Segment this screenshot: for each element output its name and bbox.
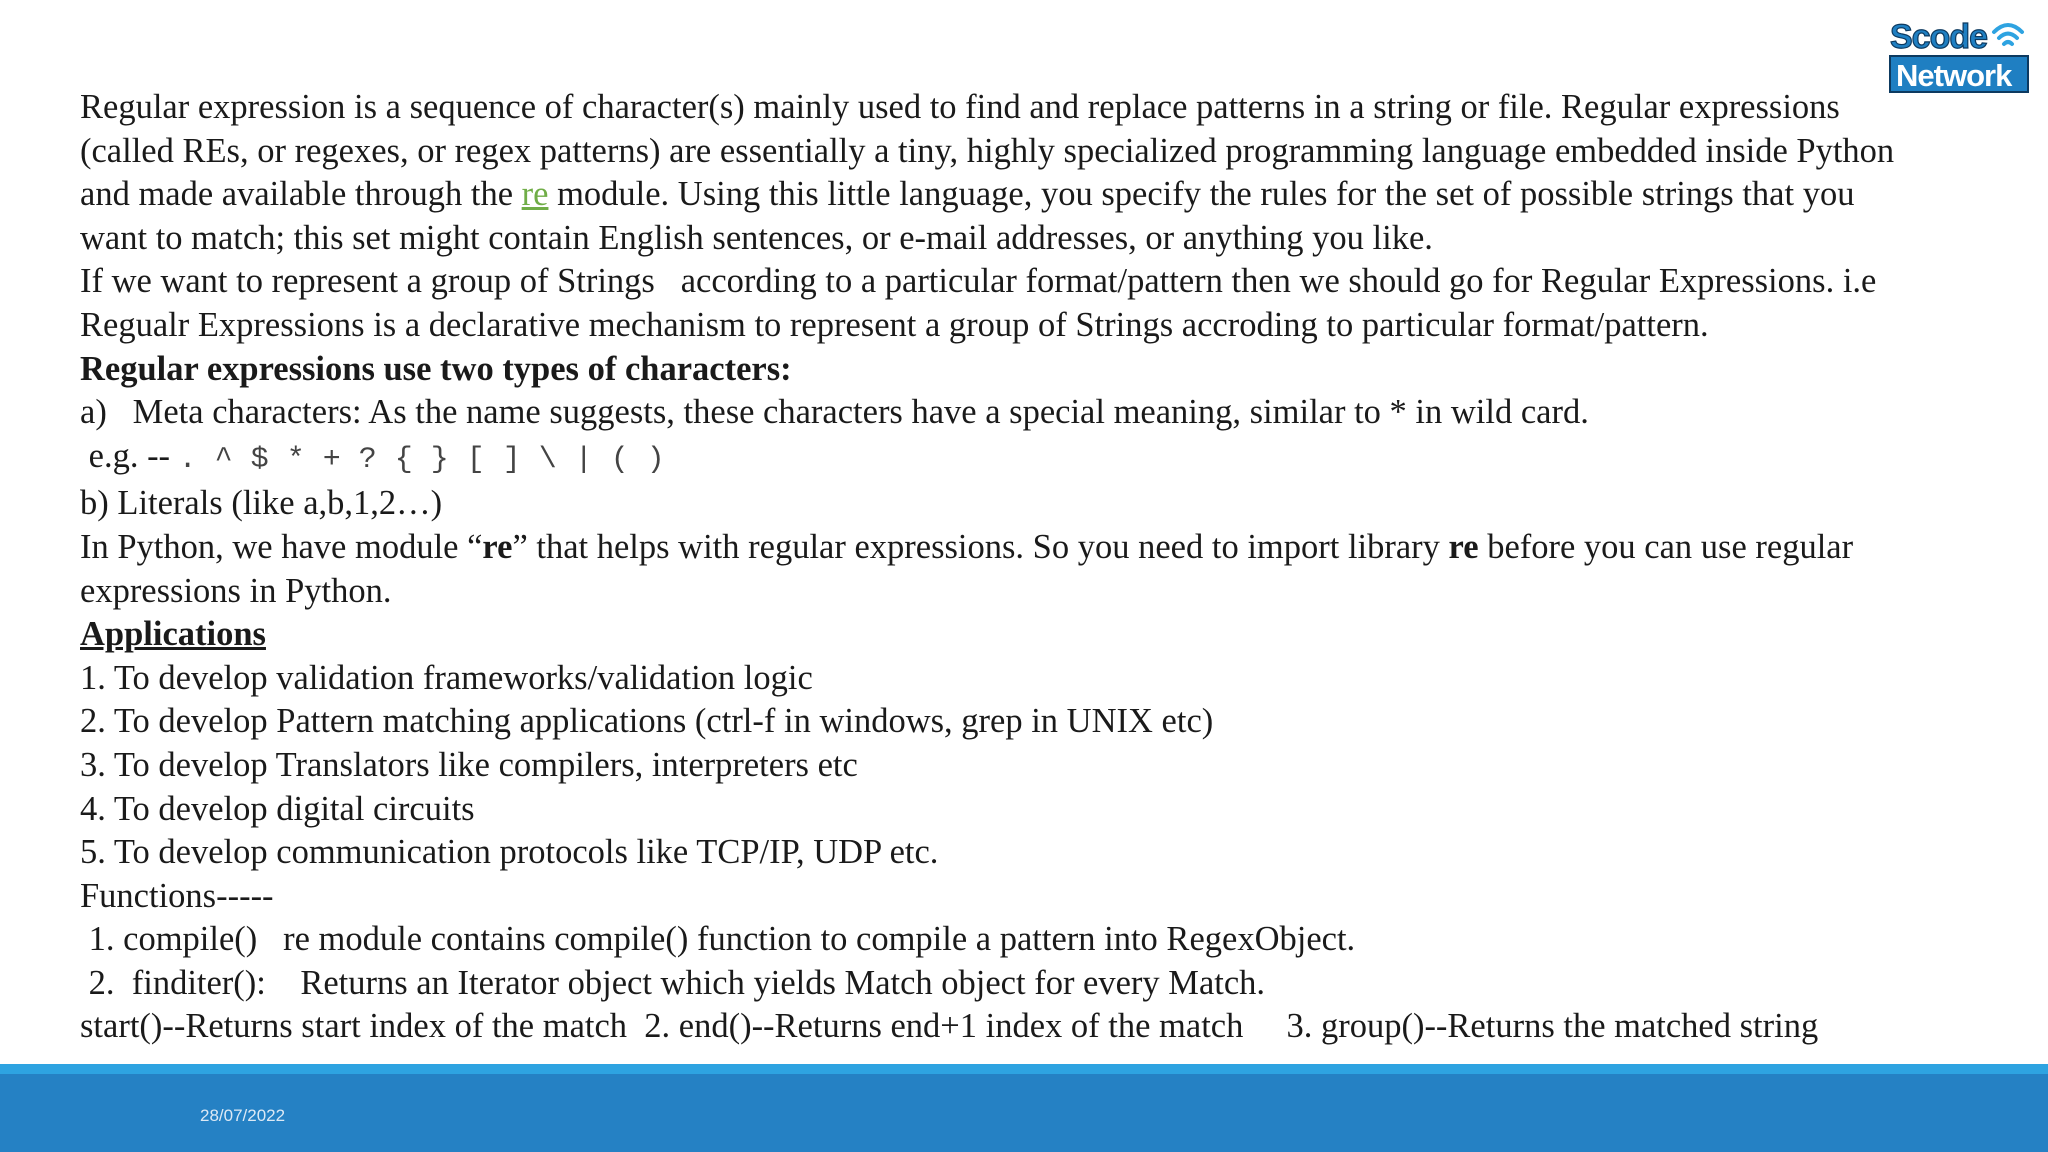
- python-text-3: before you can use regular: [1478, 527, 1854, 566]
- logo-word-scode: Scode: [1890, 18, 1988, 56]
- meta-characters-item: a) Meta characters: As the name suggests, these characters have a special meaning, similar to * in wild card.: [80, 393, 1589, 432]
- intro-line-4: want to match; this set might contain English sentences, or e-mail addresses, or anything you like.: [80, 218, 1433, 257]
- definition-line-1: If we want to represent a group of Strings according to a particular format/pattern then we should go for Regular Expressions. i.e: [80, 262, 1877, 301]
- intro-line-3: [80, 173, 2010, 217]
- meta-characters-list: . ^ $ * + ? { } [ ] \ | ( ): [178, 442, 665, 477]
- re-module-link[interactable]: re: [521, 175, 549, 214]
- function-item: 2. finditer(): Returns an Iterator object which yields Match object for every Match.: [80, 963, 1266, 1002]
- python-text-2: ” that helps with regular expressions. So you need to import library: [512, 527, 1449, 566]
- slide-content: [80, 86, 2010, 1049]
- definition-line-2: Regualr Expressions is a declarative mechanism to represent a group of Strings accroding to particular format/pattern.: [80, 305, 1709, 344]
- application-item: 3. To develop Translators like compilers, interpreters etc: [80, 745, 858, 784]
- applications-heading: Applications: [80, 615, 266, 654]
- types-heading: Regular expressions use two types of characters:: [80, 349, 792, 388]
- footer-stripe: [0, 1064, 2048, 1074]
- example-label: e.g. --: [80, 436, 179, 475]
- function-item: 1. compile() re module contains compile() function to compile a pattern into RegexObject.: [80, 920, 1356, 959]
- application-item: 5. To develop communication protocols like TCP/IP, UDP etc.: [80, 833, 939, 872]
- literals-item: b) Literals (like a,b,1,2…): [80, 484, 443, 523]
- intro-line-3-pre: and made available through the: [80, 175, 522, 214]
- python-text-1: In Python, we have module “: [80, 527, 483, 566]
- scode-network-logo: [1888, 14, 2030, 94]
- application-item: 1. To develop validation frameworks/validation logic: [80, 658, 813, 697]
- footer-band: [0, 1074, 2048, 1152]
- match-methods-line: start()--Returns start index of the match 2. end()--Returns end+1 index of the match 3. group()--Returns the matched string: [80, 1007, 1819, 1046]
- intro-line-3-post: module. Using this little language, you specify the rules for the set of possible strings that you: [548, 175, 1855, 214]
- wifi-icon: [1994, 25, 2022, 44]
- intro-line-1: Regular expression is a sequence of character(s) mainly used to find and replace patterns in a string or file. Regular expressions: [80, 88, 1840, 126]
- slide-date: 28/07/2022: [200, 1106, 286, 1125]
- python-re-line-2: expressions in Python.: [80, 571, 392, 610]
- application-item: 2. To develop Pattern matching applications (ctrl-f in windows, grep in UNIX etc): [80, 702, 1214, 741]
- functions-heading: Functions-----: [80, 876, 274, 915]
- re-bold-2: re: [1448, 527, 1479, 566]
- meta-characters-example: [80, 435, 2010, 483]
- python-re-line-1: [80, 526, 2010, 570]
- application-item: 4. To develop digital circuits: [80, 789, 475, 828]
- logo-word-network: Network: [1896, 58, 2012, 93]
- intro-line-2: (called REs, or regexes, or regex patterns) are essentially a tiny, highly specialized programming language embedded inside Python: [80, 131, 1895, 170]
- re-bold-1: re: [482, 527, 513, 566]
